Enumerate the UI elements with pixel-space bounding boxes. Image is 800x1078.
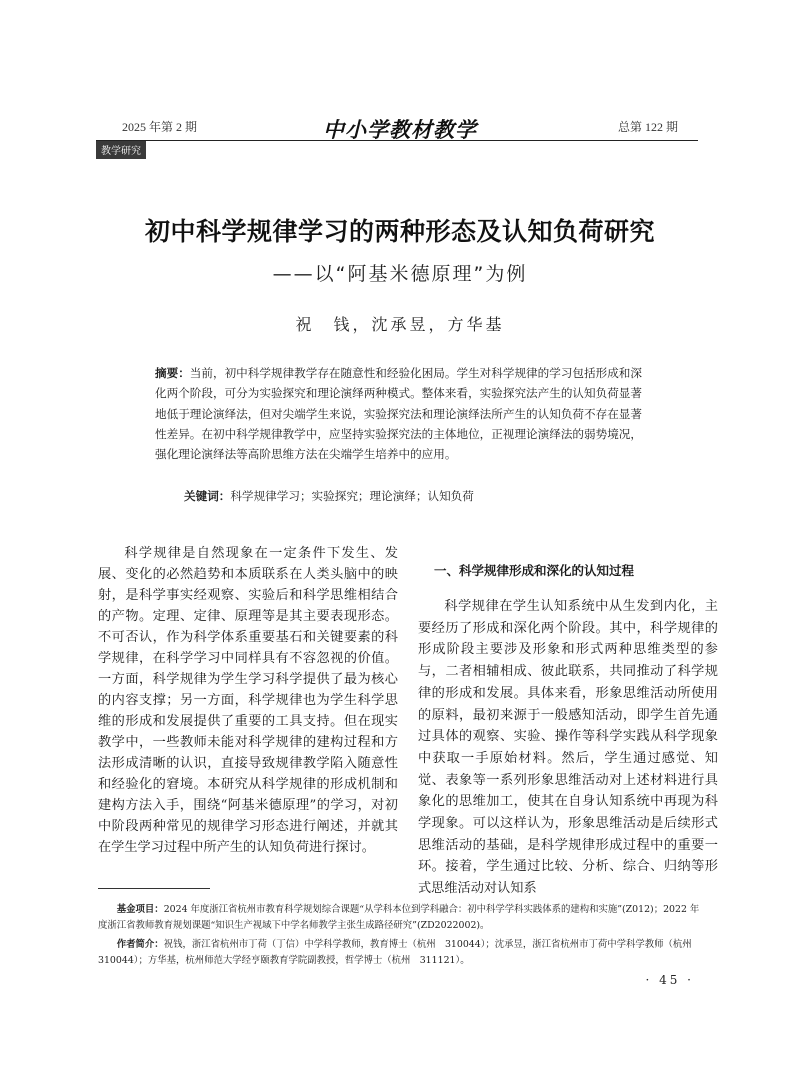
abstract-text: 当前，初中科学规律教学存在随意性和经验化困局。学生对科学规律的学习包括形成和深化两个阶段，可分为实验探究和理论演绎两种模式。整体来看，实验探究法产生的认知负荷显著地低于理论演绎法，但对尖端学生来说，实验探究法和理论演绎法所产生的认知负荷不存在显著性差异。在初中科学规律教学中，应坚持实验探究法的主体地位，正视理论演绎法的弱势境况，强化理论演绎法等高阶思维方法在尖端学生培养中的应用。 <box>155 366 642 462</box>
page-header <box>112 114 688 142</box>
abstract <box>155 363 642 464</box>
issue-number-left: 2025 年第 2 期 <box>122 120 198 134</box>
fund-text: 2024 年度浙江省杭州市教育科学规划综合课题“从学科本位到学科融合：初中科学学科实践体系的建构和实施”(Z012)；2022 年度浙江省教师教育规划课题“知识生产视域下中学名师教学主张生成路径研究”(ZD2022002)。 <box>98 904 700 931</box>
article-authors: 祝 钱，沈承昱，方华基 <box>295 315 505 334</box>
fund-label: 基金项目： <box>116 904 164 915</box>
abstract-label: 摘要： <box>155 366 190 380</box>
body-column-right <box>418 560 718 900</box>
page-number: · 45 · <box>645 973 694 987</box>
section-heading: 一、科学规律形成和深化的认知过程 <box>434 563 635 578</box>
author-text: 祝钱，浙江省杭州市丁荷（丁信）中学科学教师，教育博士（杭州 310044）；沈承昱，浙江省杭州市丁荷中学科学教师（杭州 310044）；方华基，杭州师范大学经亨颐教育学院副教授，哲学博士（杭州 311121）。 <box>98 939 702 966</box>
intro-paragraph: 科学规律是自然现象在一定条件下发生、发展、变化的必然趋势和本质联系在人类头脑中的映射，是科学事实经观察、实验后和科学思维相结合的产物。定理、定律、原理等是其主要表现形态。不可否认，作为科学体系重要基石和关键要素的科学规律，在科学学习中同样具有不容忽视的价值。一方面，科学规律为学生学习科学提供了最为核心的内容支撑；另一方面，科学规律也为学生科学思维的形成和发展提供了重要的工具支持。但在现实教学中，一些教师未能对科学规律的建构过程和方法形成清晰的认识，直接导致规律教学陷入随意性和经验化的窘境。本研究从科学规律的形成机制和建构方法入手，围绕“阿基米德原理”的学习，对初中阶段两种常见的规律学习形态进行阐述，并就其在学生学习过程中所产生的认知负荷进行探讨。 <box>98 546 398 855</box>
article-title: 初中科学规律学习的两种形态及认知负荷研究 <box>144 217 655 246</box>
section-paragraph: 科学规律在学生认知系统中从生发到内化，主要经历了形成和深化两个阶段。其中，科学规律的形成阶段主要涉及形象和形式两种思维类型的参与，二者相辅相成、彼此联系，共同推动了科学规律的形成和发展。具体来看，形象思维活动所使用的原料，最初来源于一般感知活动，即学生首先通过具体的观察、实验、操作等科学实践从科学现象中获取一手原始材料。然后，学生通过感觉、知觉、表象等一系列形象思维活动对上述材料进行具象化的思维加工，使其在自身认知系统中再现为科学现象。可以这样认为，形象思维活动是后续形式思维活动的基础，是科学规律形成过程中的重要一环。接着，学生通过比较、分析、综合、归纳等形式思维活动对认知系 <box>418 599 718 897</box>
keywords <box>184 486 642 506</box>
body-column-left <box>98 543 398 858</box>
keywords-text: 科学规律学习；实验探究；理论演绎；认知负荷 <box>230 489 474 503</box>
author-label: 作者简介： <box>116 939 164 950</box>
journal-title: 中小学教材教学 <box>323 117 477 142</box>
header-divider <box>96 140 698 141</box>
issue-number-right: 总第 122 期 <box>617 120 678 134</box>
author-note <box>98 937 700 969</box>
keywords-label: 关键词： <box>184 489 231 503</box>
footnotes <box>98 902 700 972</box>
article-subtitle: ——以“阿基米德原理”为例 <box>272 263 528 285</box>
section-tag: 教学研究 <box>96 141 146 159</box>
footnote-divider <box>98 888 210 889</box>
fund-note <box>98 902 700 934</box>
